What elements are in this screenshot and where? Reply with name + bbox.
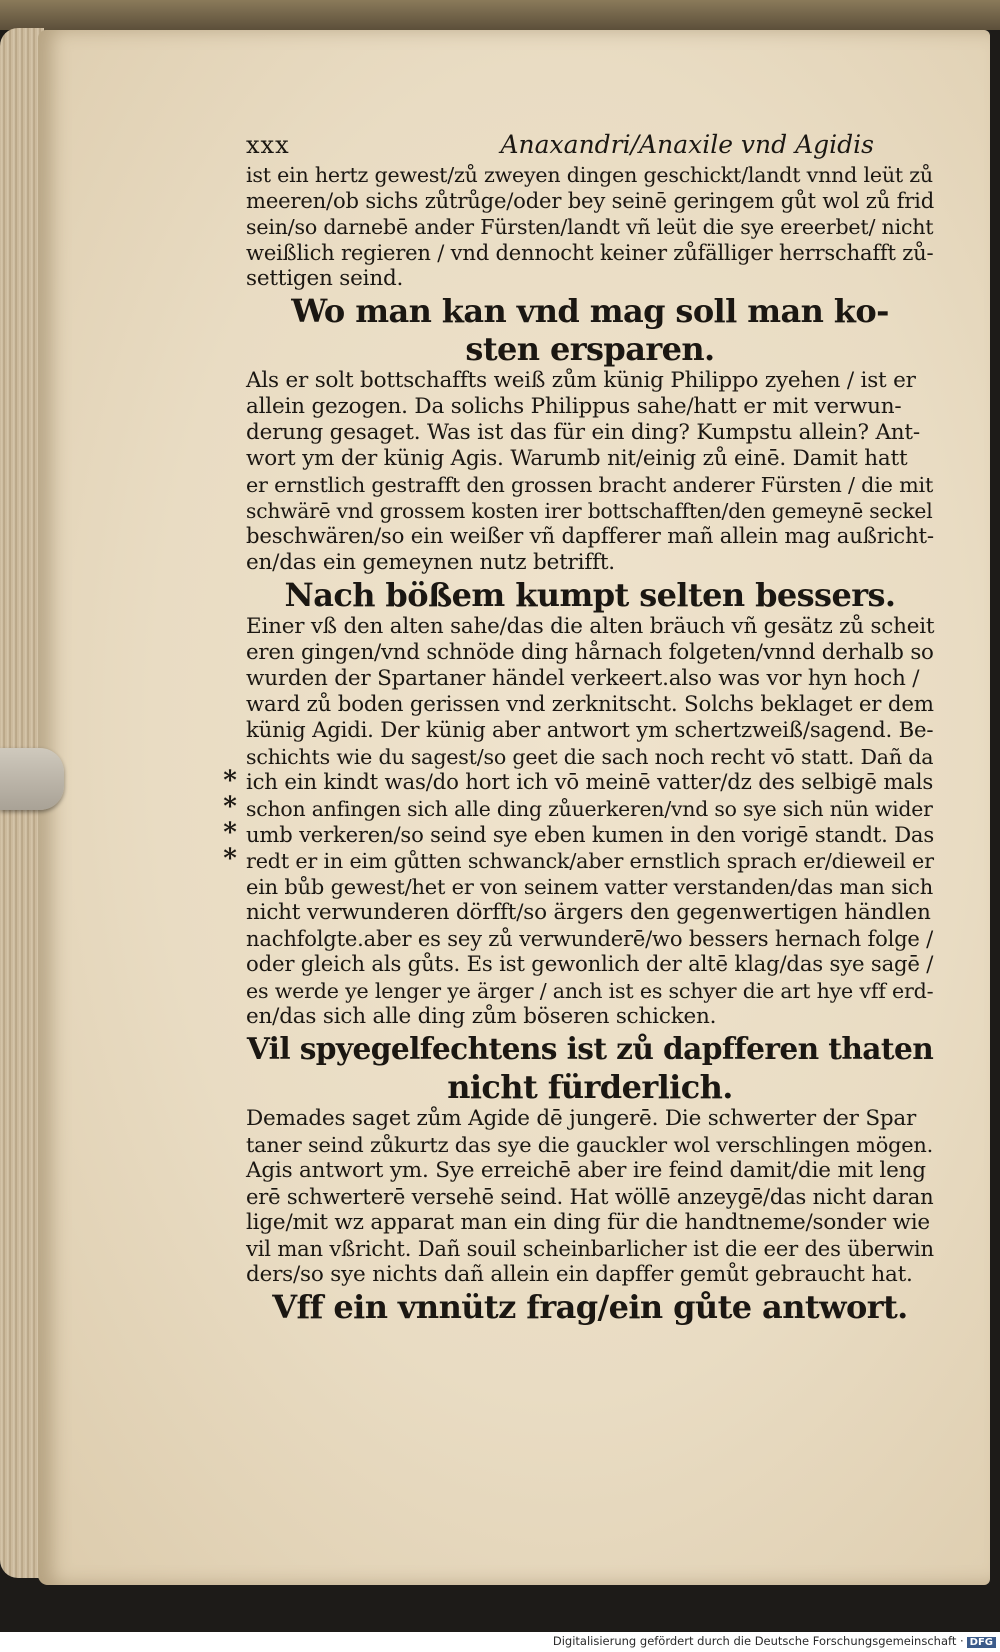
text-line: ders/so sye nichts dañ allein ein dapffer gemůt gebraucht hat.	[246, 1262, 913, 1287]
section-heading-line: Vff ein vnnütz frag/ein gůte antwort.	[272, 1288, 908, 1326]
text-line: settigen seind.	[246, 266, 404, 291]
margin-asterisk: *	[223, 844, 237, 874]
text-line: schwärē vnd grossem kosten irer bottschafften/den gemeynē seckel	[246, 499, 933, 523]
funding-note: Digitalisierung gefördert durch die Deutsche Forschungsgemeinschaft ·	[552, 1634, 964, 1648]
running-title: Anaxandri/Anaxile vnd Agidis	[500, 130, 874, 159]
text-line: eren gingen/vnd schnöde ding hårnach folgeten/vnnd derhalb so	[246, 640, 934, 665]
scan-background-top	[0, 0, 1000, 30]
margin-asterisk: *	[223, 818, 237, 848]
page-clip	[0, 748, 64, 810]
text-line: weißlich regieren / vnd dennocht keiner zůfälliger herrschafft zů-	[246, 240, 934, 265]
text-line: derung gesaget. Was ist das für ein ding? Kumpstu allein? Ant-	[246, 420, 920, 445]
text-line: vil man vßricht. Dañ souil scheinbarlicher ist die eer des überwin	[246, 1236, 934, 1261]
text-line: meeren/ob sichs zůtrůge/oder bey seinē geringem gůt wol zů frid	[246, 188, 935, 213]
margin-asterisk: *	[223, 792, 237, 822]
text-line: er ernstlich gestrafft den grossen bracht anderer Fürsten / die mit	[246, 473, 934, 497]
page-text-block	[246, 128, 934, 1326]
text-line: wort ym der künig Agis. Warumb nit/einig zů einē. Damit hatt	[246, 446, 908, 471]
text-line: nachfolgte.aber es sey zů verwunderē/wo bessers hernach folge /	[246, 926, 934, 951]
text-line: nicht verwunderen dörfft/so ärgers den gegenwertigen händlen	[246, 900, 931, 925]
section-heading-line: nicht fürderlich.	[447, 1068, 733, 1106]
text-line: Demades saget zům Agide dē jungerē. Die schwerter der Spar	[246, 1106, 917, 1131]
text-line: schichts wie du sagest/so geet die sach noch recht vō statt. Dañ da	[246, 745, 934, 769]
text-line: umb verkeren/so seind sye eben kumen in den vorigē standt. Das	[246, 822, 934, 847]
section-heading-line: Wo man kan vnd mag soll man ko-	[291, 292, 889, 330]
text-line: redt er in eim gůtten schwanck/aber ernstlich sprach er/dieweil er	[246, 849, 934, 873]
text-line: wurden der Spartaner händel verkeert.also was vor hyn hoch /	[246, 666, 920, 691]
margin-markers	[218, 768, 242, 872]
text-line: künig Agidi. Der künig aber antwort ym schertzweiß/sagend. Be-	[246, 718, 934, 743]
text-line: sein/so darnebē ander Fürsten/landt vñ leüt die sye ereerbet/ nicht	[246, 215, 934, 239]
text-line: Als er solt bottschaffts weiß zům künig Philippo zyehen / ist er	[246, 368, 916, 393]
text-line: schon anfingen sich alle ding zůuerkeren/vnd so sye sich nün wider	[246, 797, 933, 821]
text-line: en/das sich alle ding zům böseren schicken.	[246, 1004, 717, 1029]
text-line: ist ein hertz gewest/zů zweyen dingen geschickt/landt vnnd leüt zů	[246, 163, 933, 187]
section-heading-line: Nach bößem kumpt selten bessers.	[284, 576, 896, 614]
text-line: es werde ye lenger ye ärger / anch ist es schyer die art hye vff erd-	[246, 979, 934, 1003]
text-sections	[246, 162, 934, 1326]
text-line: Agis antwort ym. Sye erreichē aber ire feind damit/die mit leng	[246, 1158, 926, 1183]
text-line: allein gezogen. Da solichs Philippus sahe/hatt er mit verwun-	[246, 394, 902, 419]
dfg-logo: DFG	[967, 1637, 996, 1648]
text-line: Einer vß den alten sahe/das die alten bräuch vñ gesätz zů scheit	[246, 614, 935, 639]
running-head	[246, 128, 934, 162]
text-line: taner seind zůkurtz das sye die gauckler wol verschlingen mögen.	[246, 1133, 934, 1157]
text-line: ich ein kindt was/do hort ich vō meinē vatter/dz des selbigē mals	[246, 770, 934, 795]
section-heading-line: Vil spyegelfechtens ist zů dapfferen thaten	[246, 1031, 934, 1066]
section-heading-line: sten ersparen.	[465, 330, 715, 368]
text-line: lige/mit wz apparat man ein ding für die handtneme/sonder wie	[246, 1210, 930, 1235]
margin-asterisk: *	[223, 766, 237, 796]
text-line: erē schwerterē versehē seind. Hat wöllē anzeygē/das nicht daran	[246, 1184, 934, 1209]
text-line: ward zů boden gerissen vnd zerknitscht. Solchs beklaget er dem	[246, 692, 934, 717]
text-line: ein bůb gewest/het er von seinem vatter verstanden/das man sich	[246, 875, 933, 899]
folio-number: xxx	[246, 131, 290, 159]
text-line: beschwären/so ein weißer vñ dapfferer mañ allein mag außricht-	[246, 524, 934, 549]
text-line: en/das ein gemeynen nutz betrifft.	[246, 550, 615, 575]
text-line: oder gleich als gůts. Es ist gewonlich der altē klag/das sye sagē /	[246, 952, 934, 977]
digitization-footer	[0, 1632, 1000, 1652]
